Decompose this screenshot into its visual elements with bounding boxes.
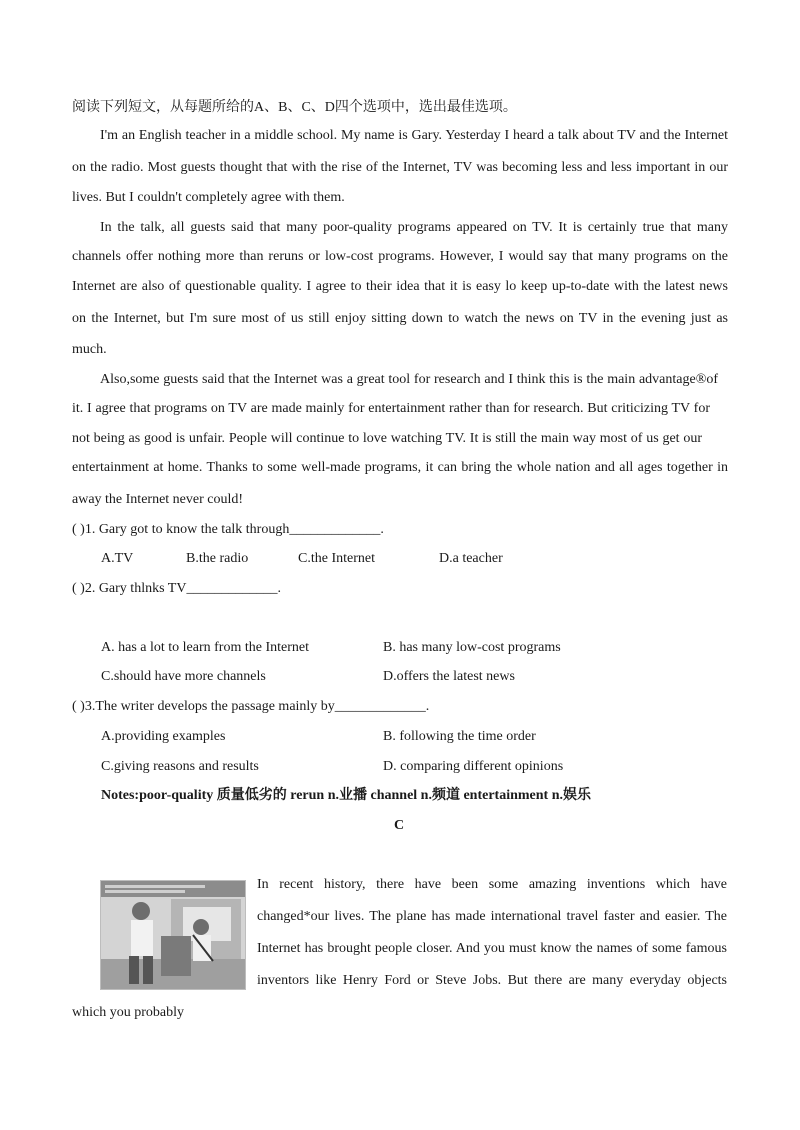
option-d: D.offers the latest news: [383, 669, 515, 684]
option-a: A. has a lot to learn from the Internet: [101, 640, 309, 655]
option-b: B. has many low-cost programs: [383, 640, 561, 655]
instruction: 阅读下列短文，从每题所给的A、B、C、D四个选项中，选出最佳选项。: [72, 100, 517, 115]
option-a: A.TV: [101, 551, 134, 566]
section-heading: C: [394, 818, 405, 833]
option-b: B. following the time order: [383, 729, 536, 744]
question-stem: ( )1. Gary got to know the talk through_____________.: [72, 522, 384, 537]
paragraph-line: much.: [72, 342, 107, 357]
paragraph-line: lives. But I couldn't completely agree with them.: [72, 190, 345, 205]
question-stem: ( )2. Gary thlnks TV_____________.: [72, 581, 281, 596]
option-c: C.should have more channels: [101, 669, 266, 684]
paragraph-line: Also,some guests said that the Internet was a great tool for research and I think this is the main advantage®of: [100, 372, 718, 387]
paragraph-line: changed*our lives. The plane has made international travel faster and easier. The: [257, 909, 727, 924]
paragraph-line: inventors like Henry Ford or Steve Jobs. But there are many everyday objects: [257, 973, 727, 988]
option-c: C.giving reasons and results: [101, 759, 259, 774]
paragraph-line: not being as good is unfair. People will continue to love watching TV. It is still the main way most of us get our: [72, 431, 702, 446]
option-d: D.a teacher: [439, 551, 503, 566]
paragraph-line: away the Internet never could!: [72, 492, 244, 507]
paragraph-line: channels offer nothing more than reruns or low-cost programs. However, I would say that many programs on the: [72, 249, 728, 264]
paragraph-line: I'm an English teacher in a middle school. My name is Gary. Yesterday I heard a talk about TV and the Internet: [100, 128, 728, 143]
paragraph-line: In recent history, there have been some amazing inventions which have: [257, 877, 727, 892]
option-a: A.providing examples: [101, 729, 226, 744]
option-c: C.the Internet: [298, 551, 375, 566]
paragraph-line: Internet has brought people closer. And you must know the names of some famous: [257, 941, 727, 956]
paragraph-line: In the talk, all guests said that many poor-quality programs appeared on TV. It is certainly true that many: [100, 220, 728, 235]
paragraph-line: which you probably: [72, 1005, 184, 1020]
paragraph-line: Internet are also of questionable quality. I agree to their idea that it is easy lo keep up-to-date with the latest news: [72, 279, 728, 294]
option-d: D. comparing different opinions: [383, 759, 564, 774]
question-stem: ( )3.The writer develops the passage mainly by_____________.: [72, 699, 430, 714]
paragraph-line: on the radio. Most guests thought that with the rise of the Internet, TV was becoming less and less important in our: [72, 160, 728, 175]
vocabulary-notes: Notes:poor-quality 质量低劣的 rerun n.业播 channel n.频道 entertainment n.娱乐: [101, 788, 591, 803]
seatbelt-photo: [100, 880, 246, 990]
paragraph-line: entertainment at home. Thanks to some well-made programs, it can bring the whole nation and all ages together in: [72, 460, 728, 475]
paragraph-line: it. I agree that programs on TV are made mainly for entertainment rather than for research. But criticizing TV for: [72, 401, 710, 416]
paragraph-line: on the Internet, but I'm sure most of us still enjoy sitting down to watch the news on TV in the evening just as: [72, 311, 728, 326]
option-b: B.the radio: [186, 551, 249, 566]
